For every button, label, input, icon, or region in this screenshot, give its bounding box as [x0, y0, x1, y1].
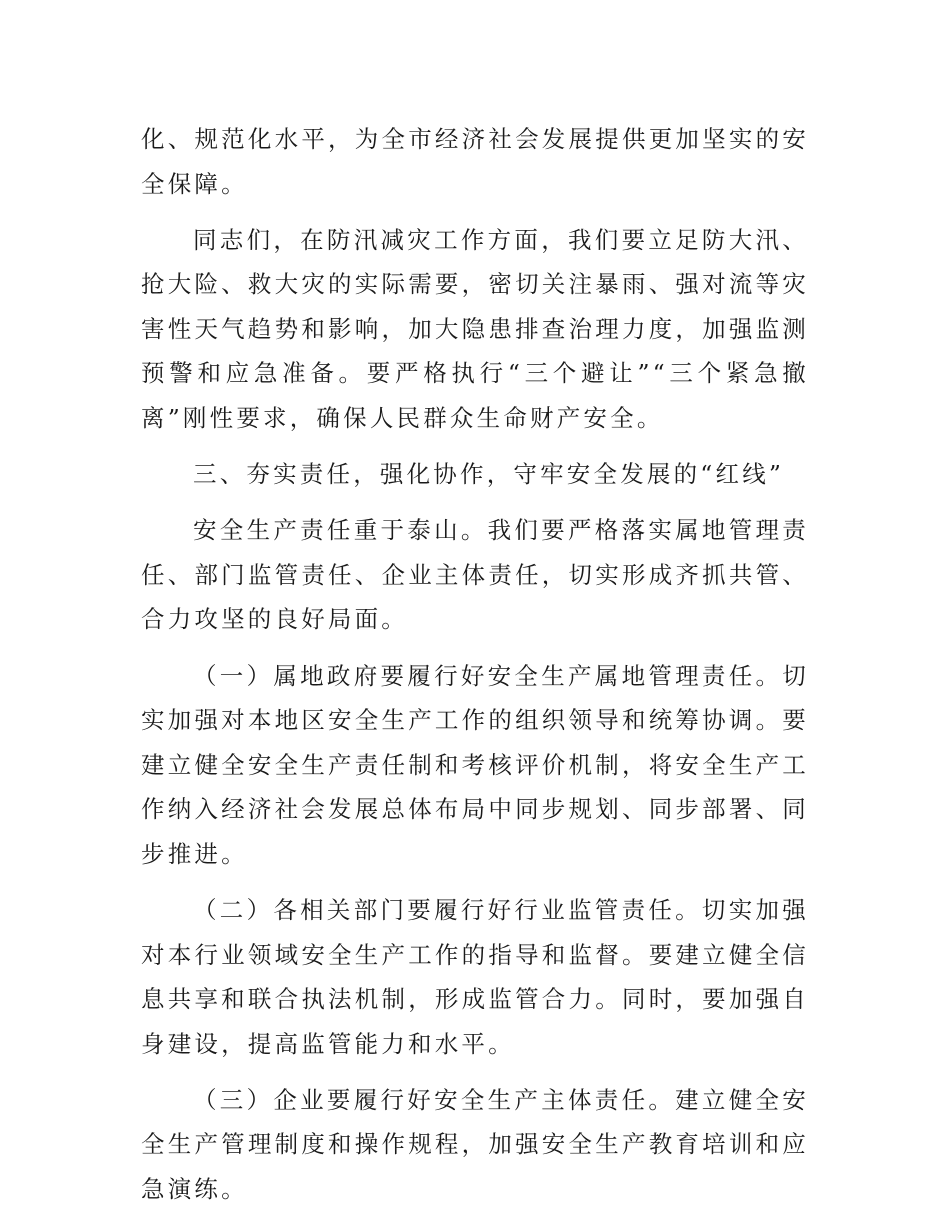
paragraph-item-2: （二）各相关部门要履行好行业监管责任。切实加强对本行业领域安全生产工作的指导和监督。要建立健全信息共享和联合执法机制，形成监管合力。同时，要加强自身建设，提高监管能力和水平。 — [141, 896, 809, 1058]
document-body — [141, 117, 809, 1223]
paragraph-responsibility-intro: 安全生产责任重于泰山。我们要严格落实属地管理责任、部门监管责任、企业主体责任，切实形成齐抓共管、合力攻坚的良好局面。 — [141, 516, 809, 634]
paragraph-continuation: 化、规范化水平，为全市经济社会发展提供更加坚实的安全保障。 — [141, 125, 809, 198]
section-heading: 三、夯实责任，强化协作，守牢安全发展的“红线” — [193, 460, 785, 489]
paragraph-item-3: （三）企业要履行好安全生产主体责任。建立健全安全生产管理制度和操作规程，加强安全生产教育培训和应急演练。 — [141, 1085, 809, 1204]
paragraph-item-1: （一）属地政府要履行好安全生产属地管理责任。切实加强对本地区安全生产工作的组织领导和统筹协调。要建立健全安全生产责任制和考核评价机制，将安全生产工作纳入经济社会发展总体布局中同步规划、同步部署、同步推进。 — [141, 661, 809, 868]
paragraph-flood-prevention: 同志们，在防汛减灾工作方面，我们要立足防大汛、抢大险、救大灾的实际需要，密切关注暴雨、强对流等灾害性天气趋势和影响，加大隐患排查治理力度，加强监测预警和应急准备。要严格执行“三个避让”“三个紧急撤离”刚性要求，确保人民群众生命财产安全。 — [141, 225, 809, 433]
